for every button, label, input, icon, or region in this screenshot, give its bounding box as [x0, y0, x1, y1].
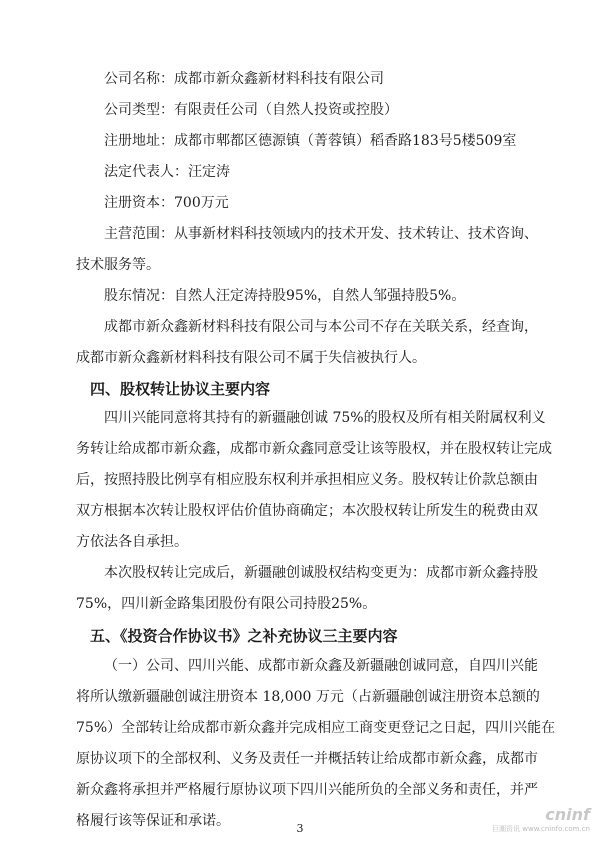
s5-p1-line-5: 新众鑫将承担并严格履行原协议项下四川兴能所负的全部义务和责任，并严 — [76, 782, 538, 798]
company-type-line: 公司类型：有限责任公司（自然人投资或控股） — [104, 102, 398, 118]
cninfo-logo-text: cninf — [545, 805, 590, 824]
s4-p1-line-3: 后，按照持股比例享有相应股东权利并承担相应义务。股权转让价款总额由 — [76, 472, 538, 488]
s5-p1-line-6: 格履行该等保证和承诺。 — [76, 813, 230, 829]
cninfo-logo — [492, 805, 590, 834]
shareholders-line: 股东情况：自然人汪定涛持股95%，自然人邹强持股5%。 — [104, 288, 466, 304]
page-number: 3 — [296, 822, 304, 835]
scope-line-2: 技术服务等。 — [76, 257, 160, 273]
capital-line: 注册资本：700万元 — [104, 195, 229, 211]
section-4-heading: 四、股权转让协议主要内容 — [90, 380, 271, 398]
s5-p1-line-1: （一）公司、四川兴能、成都市新众鑫及新疆融创诚同意，自四川兴能 — [104, 658, 538, 674]
company-name-line: 公司名称：成都市新众鑫新材料科技有限公司 — [104, 71, 384, 87]
s5-p1-line-2: 将所认缴新疆融创诚注册资本 18,000 万元（占新疆融创诚注册资本总额的 — [76, 689, 540, 705]
s5-p1-line-4: 原协议项下的全部权利、义务及责任一并概括转让给成都市新众鑫，成都市 — [76, 751, 538, 767]
s4-p1-line-1: 四川兴能同意将其持有的新疆融创诚 75%的股权及所有相关附属权利义 — [104, 410, 546, 426]
s5-p1-line-3: 75%）全部转让给成都市新众鑫并完成相应工商变更登记之日起，四川兴能在 — [76, 720, 556, 736]
legal-rep-line: 法定代表人：汪定涛 — [104, 164, 230, 180]
s4-p2-line-1: 本次股权转让完成后，新疆融创诚股权结构变更为：成都市新众鑫持股 — [104, 565, 538, 581]
s4-p1-line-2: 务转让给成都市新众鑫，成都市新众鑫同意受让该等股权，并在股权转让完成 — [76, 441, 552, 457]
cninfo-logo-subtext: 巨潮资讯 www.cninfo.com.cn — [492, 825, 590, 833]
company-address-line: 注册地址：成都市郫都区德源镇（菁蓉镇）稻香路183号5楼509室 — [104, 133, 517, 149]
s4-p1-line-5: 方依法各自承担。 — [76, 534, 188, 550]
s4-p1-line-4: 双方根据本次转让股权评估价值协商确定；本次股权转让所发生的税费由双 — [76, 503, 538, 519]
relation-line-1: 成都市新众鑫新材料科技有限公司与本公司不存在关联关系，经查询， — [104, 319, 538, 335]
scope-line-1: 主营范围：从事新材料科技领域内的技术开发、技术转让、技术咨询、 — [104, 226, 538, 242]
s4-p2-line-2: 75%，四川新金路集团股份有限公司持股25%。 — [76, 596, 377, 612]
relation-line-2: 成都市新众鑫新材料科技有限公司不属于失信被执行人。 — [76, 350, 426, 366]
section-5-heading: 五、《投资合作协议书》之补充协议三主要内容 — [90, 627, 398, 645]
